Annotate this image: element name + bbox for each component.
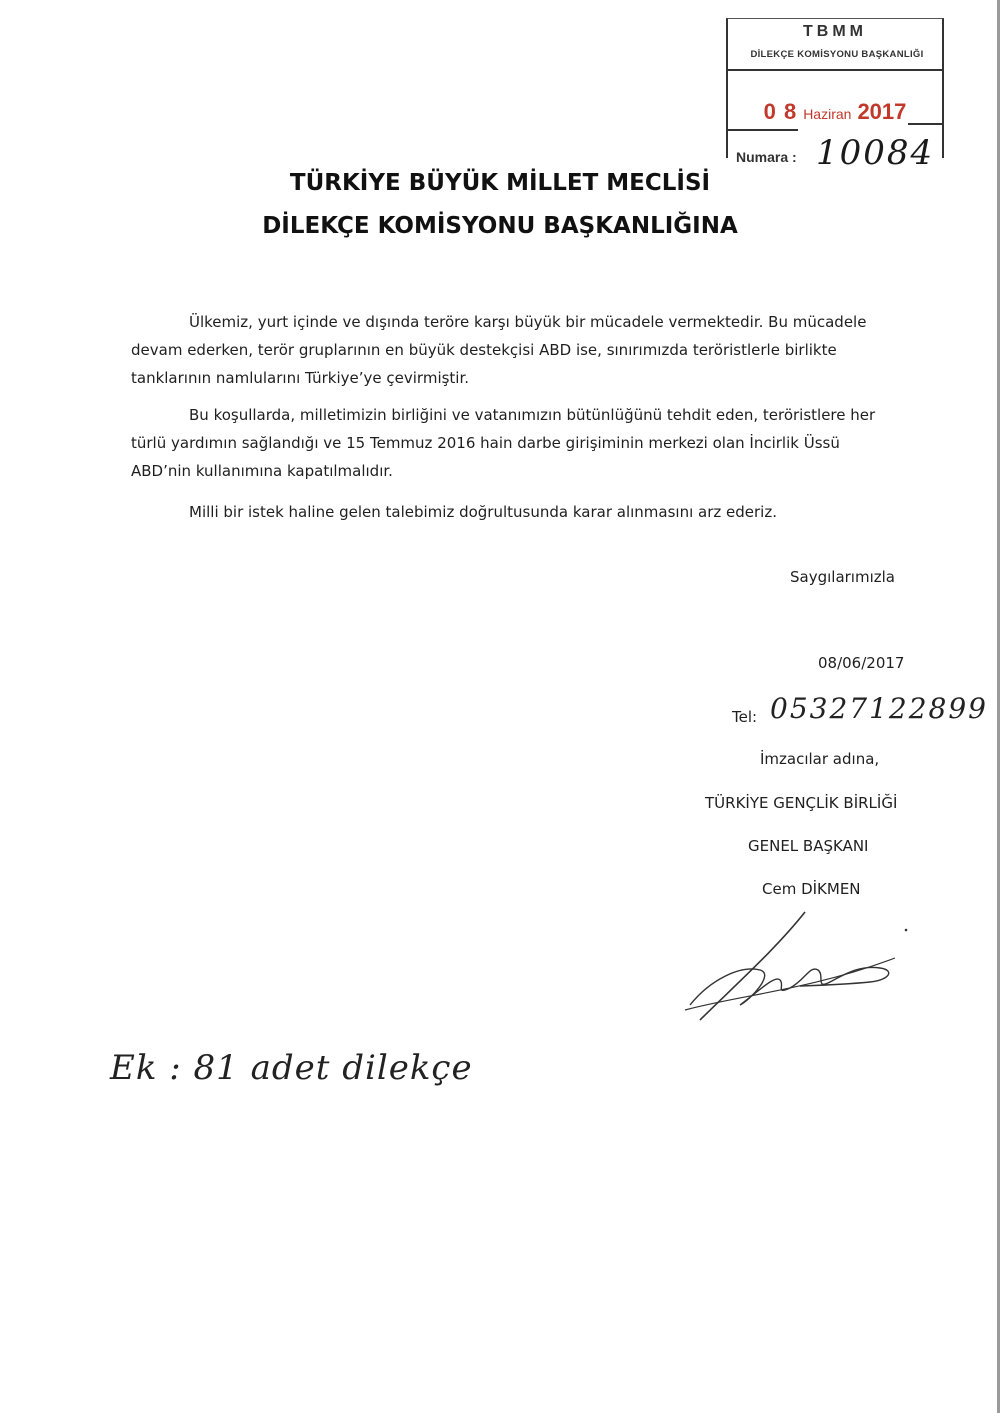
closing-regards: Saygılarımızla: [790, 568, 895, 586]
stamp-date-month: Haziran: [803, 106, 852, 122]
stamp-divider-right: [908, 123, 942, 125]
registry-stamp: [726, 18, 944, 173]
tel-value-handwritten: 05327122899: [770, 692, 988, 725]
annex-note-handwritten: Ek : 81 adet dilekçe: [110, 1048, 473, 1088]
body-paragraph-3: Milli bir istek haline gelen talebimiz doğrultusunda karar alınmasını arz ederiz.: [189, 503, 777, 521]
heading-line-1: TÜRKİYE BÜYÜK MİLLET MECLİSİ: [289, 170, 711, 196]
signer-role: GENEL BAŞKANI: [748, 837, 869, 855]
stamp-number-value: 10084: [816, 133, 935, 173]
stamp-date-year: 2017: [857, 99, 907, 124]
stamp-subtitle: DİLEKÇE KOMİSYONU BAŞKANLIĞI: [750, 49, 924, 60]
stamp-date: [728, 99, 942, 125]
signer-name: Cem DİKMEN: [762, 880, 861, 898]
stamp-divider-left: [728, 129, 798, 131]
closing-date: 08/06/2017: [818, 654, 905, 672]
stamp-title: TBMM: [803, 23, 867, 40]
stamp-date-day: 0 8: [763, 99, 798, 124]
body-paragraph-2: Bu koşullarda, milletimizin birliğini ve vatanımızın bütünlüğünü tehdit eden, teröristlere her türlü yardımın sağlandığı ve 15 Temmuz 2016 hain darbe girişiminin merkezi olan İncirlik Üssü ABD’nin kullanımına kapatılmalıdır.: [131, 406, 876, 480]
handwritten-signature: [680, 910, 910, 1030]
on-behalf-of-signers: İmzacılar adına,: [760, 750, 880, 768]
body-paragraph-1: Ülkemiz, yurt içinde ve dışında teröre karşı büyük bir mücadele vermektedir. Bu mücadele devam ederken, terör gruplarının en büyük destekçisi ABD ise, sınırımızda teröristlerle birlikte tanklarının namlularını Türkiye’ye çevirmiştir.: [131, 313, 867, 387]
stamp-divider-top: [728, 69, 942, 71]
tel-label: Tel:: [732, 708, 758, 726]
heading-line-2: DİLEKÇE KOMİSYONU BAŞKANLIĞINA: [262, 213, 738, 239]
organization-name: TÜRKİYE GENÇLİK BİRLİĞİ: [705, 794, 898, 812]
stamp-number-label: Numara :: [736, 149, 797, 165]
